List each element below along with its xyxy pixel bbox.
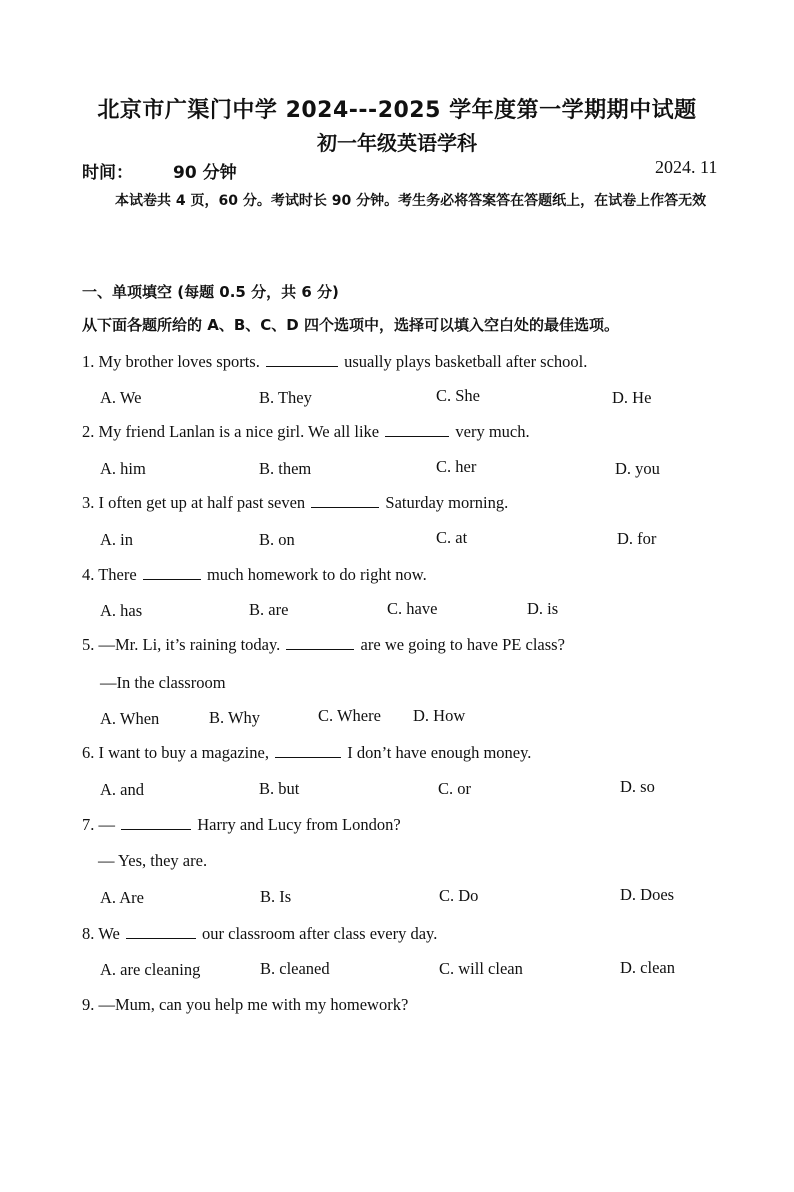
option-a: A. are cleaning (100, 960, 201, 979)
question-text-post: are we going to have PE class? (360, 635, 565, 654)
option-c: C. Where (318, 706, 381, 725)
exam-duration (82, 158, 237, 183)
option-a: A. has (100, 601, 143, 620)
question-text-post: I don’t have enough money. (347, 743, 532, 762)
option-d: D. is (527, 599, 559, 618)
time-value: 90 分钟 (173, 163, 237, 183)
time-label: 时间： (82, 163, 133, 183)
option-b: B. are (249, 600, 289, 619)
option-c: C. her (436, 457, 477, 476)
option-a: A. We (100, 388, 142, 407)
option-a: A. him (100, 459, 146, 478)
option-d: D. Does (620, 885, 675, 904)
option-c: C. will clean (439, 959, 523, 978)
answer-blank (275, 743, 341, 758)
option-d: D. clean (620, 958, 675, 977)
question-text-pre: 9. —Mum, can you help me with my homework? (82, 995, 409, 1014)
option-b: B. on (259, 530, 295, 549)
option-c: C. at (436, 528, 468, 547)
question-text-post: very much. (455, 422, 530, 441)
question-5-reply: —In the classroom (100, 673, 226, 692)
question-7 (82, 815, 401, 835)
option-a: A. Are (100, 888, 144, 907)
question-text-pre: 8. We (82, 924, 120, 943)
question-7-reply: — Yes, they are. (98, 851, 208, 870)
option-b: B. Why (209, 708, 261, 727)
option-b: B. but (259, 779, 300, 798)
option-c: C. Do (439, 886, 479, 905)
question-6 (82, 743, 531, 763)
option-d: D. for (617, 529, 657, 548)
exam-notice: 本试卷共 4 页，60 分。考试时长 90 分钟。考生务必将答案答在答题纸上，在试卷上作答无效 (115, 193, 707, 209)
option-c: C. She (436, 386, 481, 405)
question-text-pre: 6. I want to buy a magazine, (82, 743, 269, 762)
exam-date: 2024. 11 (655, 157, 718, 177)
question-text-pre: 7. — (82, 815, 115, 834)
question-text-post: much homework to do right now. (206, 565, 427, 584)
question-text-pre: 5. —Mr. Li, it’s raining today. (82, 635, 281, 654)
option-d: D. He (612, 388, 652, 407)
question-4 (82, 565, 427, 585)
question-text-pre: 1. My brother loves sports. (82, 352, 260, 371)
answer-blank (143, 565, 201, 580)
answer-blank (311, 493, 379, 508)
option-b: B. them (259, 459, 312, 478)
option-a: A. When (100, 709, 160, 728)
option-d: D. How (413, 706, 466, 725)
answer-blank (121, 815, 191, 830)
question-text-pre: 2. My friend Lanlan is a nice girl. We all like (82, 422, 380, 441)
option-c: C. or (438, 779, 471, 798)
option-c: C. have (387, 599, 438, 618)
question-5 (82, 635, 565, 655)
exam-subtitle: 初一年级英语学科 (317, 131, 477, 155)
question-9 (82, 995, 408, 1015)
question-text-post: our classroom after class every day. (202, 924, 438, 943)
question-3 (82, 493, 508, 513)
question-text-pre: 4. There (82, 565, 137, 584)
section-title: 一、单项填空 (每题 0.5 分，共 6 分) (82, 283, 339, 301)
option-d: D. you (615, 459, 660, 478)
question-text-post: Saturday morning. (385, 493, 509, 512)
option-b: B. cleaned (260, 959, 330, 978)
answer-blank (266, 352, 338, 367)
question-text-post: usually plays basketball after school. (344, 352, 588, 371)
question-8 (82, 924, 437, 944)
answer-blank (286, 635, 354, 650)
question-text-pre: 3. I often get up at half past seven (82, 493, 306, 512)
section-instruction: 从下面各题所给的 A、B、C、D 四个选项中，选择可以填入空白处的最佳选项。 (82, 316, 619, 334)
answer-blank (126, 924, 196, 939)
question-2 (82, 422, 530, 442)
question-1 (82, 352, 587, 372)
exam-title: 北京市广渠门中学 2024---2025 学年度第一学期期中试题 (97, 98, 697, 123)
option-b: B. They (259, 388, 312, 407)
option-d: D. so (620, 777, 655, 796)
question-text-post: Harry and Lucy from London? (197, 815, 401, 834)
answer-blank (385, 422, 449, 437)
option-b: B. Is (260, 887, 292, 906)
option-a: A. and (100, 780, 144, 799)
option-a: A. in (100, 530, 133, 549)
